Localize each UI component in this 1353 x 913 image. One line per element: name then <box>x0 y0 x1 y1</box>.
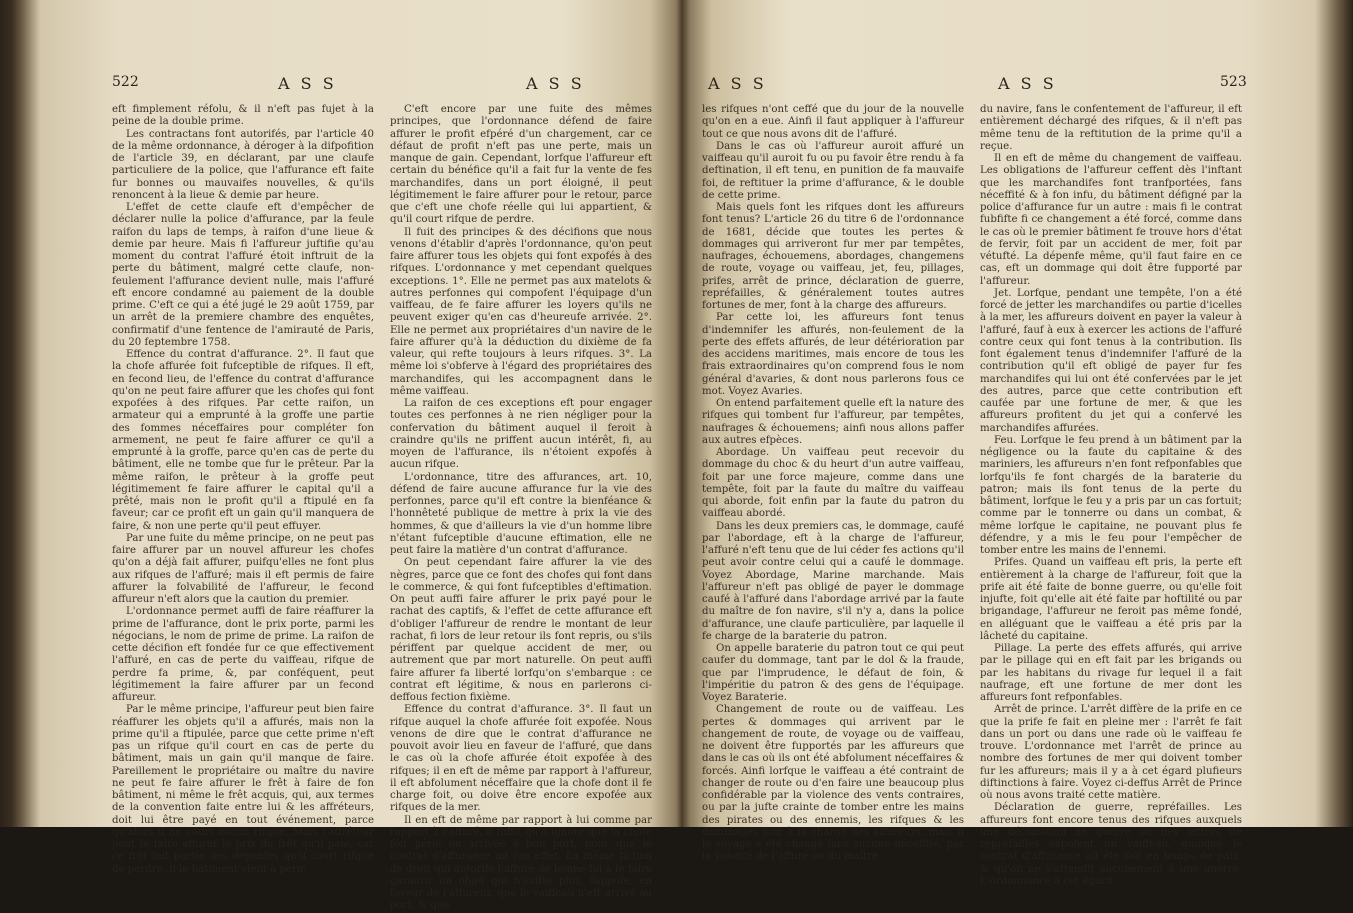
paragraph: Effence du contrat d'affurance. 2°. Il faut que la chofe affurée foit fufceptible de rifques. Il eft, en fecond lieu, de l'effence du contrat d'affurance qu'on ne peut faire affurer que les chofes qui font expofées à des rifques. Par cette raifon, un armateur qui a emprunté à la groffe une partie des fommes néceffaires pour compléter fon armement, ne peut fe faire affurer ce qu'il a emprunté à la groffe, parce qu'en cas de perte du bâtiment, elle ne tombe que fur le prêteur. Par la même raifon, le prêteur à la groffe peut légitimement fe faire affurer le capital qu'il a prêté, mais non le profit qu'il a ftipulé en fa faveur; car ce profit eft un gain qu'il manquera de faire, & non une perte qu'il peut effuyer. <box>112 349 374 532</box>
paragraph: Dans le cas où l'affureur auroit affuré un vaiffeau qu'il auroit fu ou pu favoir être rendu à fa deftination, il eft tenu, en punition de fa mauvaife foi, de reftituer la prime d'affurance, & le double de cette prime. <box>702 140 964 201</box>
paragraph: On appelle baraterie du patron tout ce qui peut caufer du dommage, tant par le dol & la fraude, que par l'imprudence, le défaut de foin, & l'impéritie du patron & des gens de l'équipage. Voyez Baraterie. <box>702 643 964 703</box>
paragraph: Par le même principe, l'affureur peut bien faire réaffurer les objets qu'il a affurés, mais non la prime qu'il a ftipulée, parce que cette prime n'eft pas un rifque qu'il court en cas de perte du bâtiment, mais un gain qu'il manque de faire. Pareillement le propriétaire ou maître du navire ne peut fe faire affurer le frêt à faire de fon bâtiment, ni même le frêt acquis, qui, aux termes de la convention faite entre lui & les affréteurs, doit lui être payé en tout événement, parce qu'alors il ne court aucun rifque. Mais l'affréteur peut fe faire affurer le prix du frêt qu'il paie, car ce frêt fait partie des dépenfes qu'il court rifque de perdre, fi le bâtiment vient à périr. <box>112 704 374 875</box>
right-column-2 <box>980 104 1242 888</box>
paragraph: Dans les deux premiers cas, le dommage, caufé par l'abordage, eft à la charge de l'affureur, l'affuré n'eft tenu que de lui céder fes actions qu'il peut avoir contre celui qui a caufé le dommage. Voyez Abordage, Marine marchande. Mais l'affureur n'eft pas obligé de payer le dommage caufé à l'affuré dans l'abordage arrivé par la faute du maître de fon navire, s'il n'y a, dans la police d'affurance, une claufe particulière, par laquelle il fe charge de la baraterie du patron. <box>702 520 964 642</box>
paragraph: On peut cependant faire affurer la vie des nègres, parce que ce font des chofes qui font dans le commerce, & qui font fufceptibles d'eftimation. On peut auffi faire affurer le prix payé pour le rachat des captifs, & l'effet de cette affurance eft d'obliger l'affureur de rendre le montant de leur rachat, fi lors de leur retour ils font repris, ou s'ils périffent par quelque accident de mer, ou autrement que par mort naturelle. On peut auffi faire affurer fa liberté lorfqu'on s'embarque : ce contrat eft légitime, & nous en parlerons ci-deffous fection fixième. <box>390 557 652 703</box>
paragraph: du navire, fans le confentement de l'affureur, il eft entièrement déchargé des rifques, & il n'eft pas même tenu de la reftitution de la prime qu'il a reçue. <box>980 104 1242 152</box>
page-number-left: 522 <box>112 74 139 90</box>
paragraph: Abordage. Un vaiffeau peut recevoir du dommage du choc & du heurt d'un autre vaiffeau, foit par une force majeure, comme dans une tempête, foit par la faute du maître du vaiffeau qui aborde, foit enfin par la faute du patron du vaiffeau abordé. <box>702 447 964 520</box>
paragraph: La raifon de ces exceptions eft pour engager toutes ces perfonnes à ne rien négliger pour la confervation du bâtiment auquel il feroit à craindre qu'ils ne priffent aucun intérêt, fi, au moyen de l'affurance, ils n'étoient expofés à aucun rifque. <box>390 398 652 471</box>
paragraph: Pillage. La perte des effets affurés, qui arrive par le pillage qui en eft fait par les brigands ou par les habitans du rivage fur lequel il a fait naufrage, eft une fortune de mer dont les affureurs font refponfables. <box>980 643 1242 703</box>
running-head-right-2: A S S <box>998 74 1057 93</box>
paragraph: L'effet de cette claufe eft d'empêcher de déclarer nulle la police d'affurance, par la feule raifon du laps de temps, à raifon d'une lieue & demie par heure. Mais fi l'affureur juftifie qu'au moment du contrat l'affuré étoit inftruit de la perte du bâtiment, malgré cette claufe, non-feulement l'affurance devient nulle, mais l'affuré eft encore condamné au paiement de la double prime. C'eft ce qui a été jugé le 29 août 1759, par un arrêt de la premiere chambre des enquêtes, confirmatif d'une fentence de l'amirauté de Paris, du 20 feptembre 1758. <box>112 202 374 348</box>
running-head-left-1: A S S <box>278 74 337 93</box>
paragraph: Arrêt de prince. L'arrêt diffère de la prife en ce que la prife fe fait en pleine mer : l'arrêt fe fait dans un port ou dans une rade où le vaiffeau fe trouve. L'ordonnance met l'arrêt de prince au nombre des fortunes de mer qui doivent tomber fur les affureurs; mais il y a à cet égard plufieurs diftinctions à faire. Voyez ci-deffus Arrêt de Prince où nous avons traité cette matière. <box>980 704 1242 801</box>
left-column-2 <box>390 104 652 913</box>
paragraph: Par cette loi, les affureurs font tenus d'indemnifer les affurés, non-feulement de la perte des effets affurés, de leur détérioration par des accidens maritimes, mais encore de tous les frais extraordinaires qu'on comprend fous le nom général d'avaries, & dont nous parlerons fous ce mot. Voyez Avaries. <box>702 312 964 397</box>
paragraph: Jet. Lorfque, pendant une tempête, l'on a été forcé de jetter les marchandifes ou partie d'icelles à la mer, les affureurs doivent en payer la valeur à l'affuré, fauf à eux à exercer les actions de l'affuré contre ceux qui font tenus à la contribution. Ils font également tenus d'indemnifer l'affuré de la contribution qu'il eft obligé de payer fur fes marchandifes qui lui ont été confervées par le jet des autres, parce que cette contribution eft caufée par une fortune de mer, & que les affureurs profitent du jet qui a confervé les marchandifes affurées. <box>980 287 1242 434</box>
paragraph: Mais quels font les rifques dont les affureurs font tenus? L'article 26 du titre 6 de l'ordonnance de 1681, décide que toutes les pertes & dommages qui arriveront fur mer par tempêtes, naufrages, échouemens, abordages, changemens de route, voyage ou vaiffeau, jet, feu, pillages, prifes, arrêt de prince, déclaration de guerre, repréfailles, & généralement toutes autres fortunes de mer, font à la charge des affureurs. <box>702 202 964 311</box>
paragraph: Effence du contrat d'affurance. 3°. Il faut un rifque auquel la chofe affurée foit expofée. Nous venons de dire que le contrat d'affurance ne pouvoit avoir lieu en faveur de l'affuré, que dans le cas où la chofe affurée étoit expofée à des rifques; il en eft de même par rapport à l'affureur, il eft abfolument néceffaire que la chofe dont il fe charge foit, ou doive être encore expofée aux rifques de la mer. <box>390 704 652 814</box>
paragraph: Feu. Lorfque le feu prend à un bâtiment par la négligence ou la faute du capitaine & des mariniers, les affureurs n'en font refponfables que lorfqu'ils fe font chargés de la baraterie du patron; mais ils font tenus de la perte du bâtiment, lorfque le feu y a pris par un cas fortuit; comme par le tonnerre ou dans un combat, & même lorfque le capitaine, ne pouvant plus fe défendre, y a mis le feu pour l'empêcher de tomber entre les mains de l'ennemi. <box>980 434 1242 556</box>
right-page <box>680 0 1353 887</box>
paragraph: les rifques n'ont ceffé que du jour de la nouvelle qu'on en a eue. Ainfi il faut appliquer à l'affureur tout ce que nous avons dit de l'affuré. <box>702 104 964 140</box>
paragraph: eft fimplement réfolu, & il n'eft pas fujet à la peine de la double prime. <box>112 104 374 128</box>
left-column-1 <box>112 104 374 876</box>
running-head-left-2: A S S <box>526 74 585 93</box>
paragraph: Prifes. Quand un vaiffeau eft pris, la perte eft entièrement à la charge de l'affureur, foit que la prife ait été faite de bonne guerre, ou qu'elle foit injufte, foit qu'elle ait été faite par hoftilité ou par brigandage, l'affureur ne feroit pas même fondé, en alléguant que le vaiffeau a été pris par la lâcheté du capitaine. <box>980 557 1242 642</box>
paragraph: Il en eft de même du changement de vaiffeau. Les obligations de l'affureur ceffent dès l'inftant que les marchandifes font tranfportées, fans néceffité & à fon infu, du bâtiment défigné par la police d'affurance fur un autre : mais fi le contrat fubfifte fi ce changement a été forcé, comme dans le cas où le premier bâtiment fe trouve hors d'état de fervir, foit par un accident de mer, foit par vétufté. La dépenfe même, qu'il faut faire en ce cas, eft un dommage qui doit être fupporté par l'affureur. <box>980 153 1242 287</box>
paragraph: L'ordonnance, titre des affurances, art. 10, défend de faire aucune affurance fur la vie des perfonnes, parce qu'il eft contre la bienféance & l'honnêteté publique de mettre à prix la vie des hommes, & que d'ailleurs la vie d'un homme libre n'étant fufceptible d'aucune eftimation, elle ne peut faire la matière d'un contrat d'affurance. <box>390 471 652 556</box>
paragraph: Les contractans font autorifés, par l'article 40 de la même ordonnance, à déroger à la difpofition de l'article 39, en déclarant, par une claufe particuliere de la police, que l'affurance eft faite fur bonnes ou mauvaifes nouvelles, & qu'ils renoncent à la lieue & demie par heure. <box>112 128 374 201</box>
paragraph: Par une fuite du même principe, on ne peut pas faire affurer par un nouvel affureur les chofes qu'on a déjà fait affurer, puifqu'elles ne font plus aux rifques de l'affuré; mais il eft permis de faire affurer la folvabilité de l'affureur, le fecond affureur n'eft alors que la caution du premier. <box>112 532 374 605</box>
paragraph: On entend parfaitement quelle eft la nature des rifques qui tombent fur l'affureur, par tempêtes, naufrages & échouemens; ainfi nous allons paffer aux autres efpèces. <box>702 398 964 446</box>
paragraph: C'eft encore par une fuite des mêmes principes, que l'ordonnance défend de faire affurer le profit efpéré d'un chargement, car ce défaut de profit n'eft pas une perte, mais un manque de gain. Cependant, lorfque l'affureur eft certain du bénéfice qu'il a fait fur la vente de fes marchandifes, dans un port éloigné, il peut légitimement le faire affurer pour le retour, parce que c'eft une chofe réelle qui lui appartient, & qu'il court rifque de perdre. <box>390 104 652 226</box>
page-number-right: 523 <box>1220 74 1247 90</box>
paragraph: Il fuit des principes & des décifions que nous venons d'établir d'après l'ordonnance, qu'on peut faire affurer tous les objets qui font expofés à des rifques. L'ordonnance y met cependant quelques exceptions. 1°. Elle ne permet pas aux matelots & autres perfonnes qui compofent l'équipage d'un vaiffeau, de fe faire affurer les loyers qu'ils ne peuvent exiger qu'en cas d'heureufe arrivée. 2°. Elle ne permet aux propriétaires d'un navire de le faire affurer qu'à la déduction du dixième de fa valeur, qui refte toujours à leurs rifques. 3°. La même loi s'obferve à l'égard des propriétaires des marchandifes, qui les accompagnent dans le même vaiffeau. <box>390 226 652 397</box>
running-head-right-1: A S S <box>708 74 767 93</box>
paragraph: L'ordonnance permet auffi de faire réaffurer la prime de l'affurance, dont le prix porte, parmi les négocians, le nom de prime de prime. La raifon de cette décifion eft fondée fur ce que effectivement l'affuré, en cas de perte du vaiffeau, rifque de perdre fa prime, &, par conféquent, peut légitimement la faire affurer par un fecond affureur. <box>112 606 374 703</box>
paragraph: Changement de route ou de vaiffeau. Les pertes & dommages qui arrivent par le changement de route, de voyage ou de vaiffeau, ne doivent être fupportés par les affureurs que dans le cas où ils ont été abfolument néceffaires & forcés. Ainfi lorfque le vaiffeau a été contraint de changer de route ou d'en faire une beaucoup plus confidérable par la violence des vents contraires, ou par la jufte crainte de tomber entre les mains des pirates ou des ennemis, les rifques & les dommages font à la charge des affureurs; mais fi le voyage a été changé fans aucune néceffité, par la volonté de l'affuré ou du maître <box>702 704 964 863</box>
paragraph: Il en eft de même par rapport à lui comme par rapport à l'affuré, il fuffit qu'il ignore que la chofe foit périe ou arrivée à bon port, pour que le contrat d'affurance ait fon effet. La même fiction de droit qui autorife l'affuré de bonne foi à fe faire garantir un objet qui n'exifte plus, fuppofe, en faveur de l'affureur, que le vaiffeau n'eft arrivé au port, & que <box>390 814 652 912</box>
paragraph: Déclaration de guerre, repréfailles. Les affureurs font encore tenus des rifques auxquels une déclaration de guerre ou des lettres de repréfailles expofent un vaiffeau, quoique le contrat d'affurance ait été fait en temps de paix, & qu'on ne s'attendît aucunement à une guerre. L'ordonnance à cet égard <box>980 802 1242 887</box>
right-column-1 <box>702 104 964 864</box>
